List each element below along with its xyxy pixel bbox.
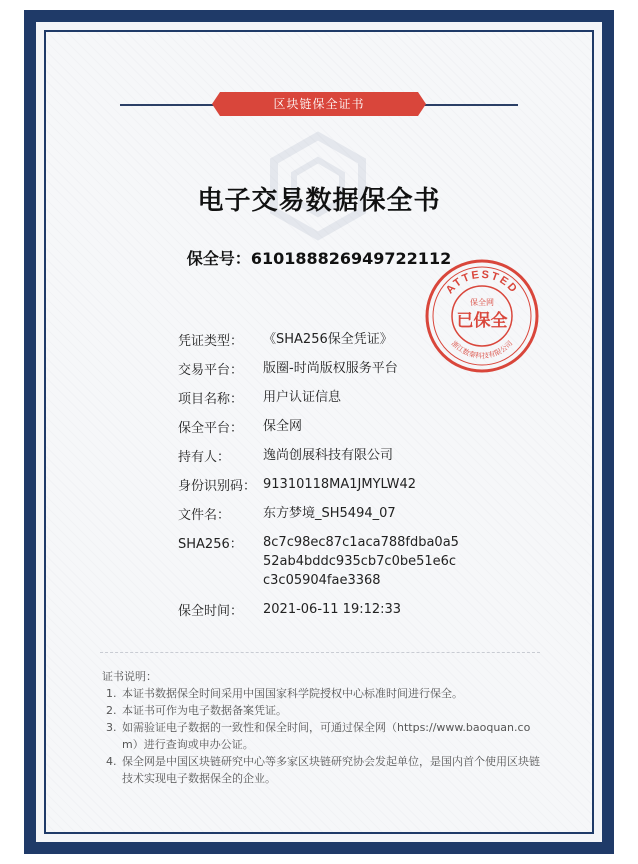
field-row (178, 417, 302, 436)
sha256-value (263, 533, 459, 590)
notes-title: 证书说明： (102, 670, 157, 683)
note-number: 3. (106, 721, 117, 734)
field-value: 91310118MA1JMYLW42 (263, 477, 416, 492)
field-value: 东方梦境_SH5494_07 (263, 506, 396, 521)
sha256-line: 52ab4bddc935cb7c0be51e6c (263, 554, 457, 569)
note-text: 如需验证电子数据的一致性和保全时间，可通过保全网（https://www.baoquan.com）进行查询或申办公证。 (122, 721, 531, 751)
ribbon-label: 区块链保全证书 (273, 97, 365, 111)
sha256-line: 8c7c98ec87c1aca788fdba0a5 (263, 535, 459, 550)
field-value: 用户认证信息 (263, 390, 342, 405)
svg-text:ATTESTED (444, 269, 520, 296)
seal-small-text: 保全网 (470, 298, 494, 307)
note-text: 本证书可作为电子数据备案凭证。 (122, 704, 287, 717)
notes-divider (100, 652, 540, 653)
field-label: 交易平台： (178, 363, 244, 378)
seal-top-text: ATTESTED (443, 268, 521, 297)
field-label: 持有人： (178, 450, 231, 465)
note-number: 1. (106, 687, 117, 700)
field-row (178, 504, 396, 523)
note-item (102, 685, 542, 702)
field-label: 文件名： (178, 508, 231, 523)
field-label: 保全平台： (178, 421, 244, 436)
note-text: 本证书数据保全时间采用中国国家科学院授权中心标准时间进行保全。 (122, 687, 463, 700)
note-number: 2. (106, 704, 117, 717)
field-value: 《SHA256保全凭证》 (263, 332, 393, 347)
note-item (102, 719, 542, 753)
seal-bottom-text: 浙江数秦科技有限公司 (449, 339, 515, 361)
seal-main-text: 已保全 (456, 311, 508, 331)
field-row (178, 446, 393, 465)
document-title: 电子交易数据保全书 (197, 186, 441, 216)
note-number: 4. (106, 755, 117, 768)
header-ribbon (220, 92, 418, 116)
field-row (178, 388, 341, 407)
field-row-sha256 (178, 533, 459, 590)
header-line-left (120, 104, 220, 106)
field-label: 项目名称： (178, 392, 244, 407)
field-label: 凭证类型： (178, 334, 244, 349)
certificate-notes (102, 668, 542, 787)
svg-text:浙江数秦科技有限公司 (450, 339, 515, 360)
field-row (178, 359, 398, 378)
note-item (102, 753, 542, 787)
attested-seal (424, 258, 540, 374)
field-row (178, 330, 393, 349)
field-label: SHA256： (178, 537, 243, 552)
field-value: 逸尚创展科技有限公司 (263, 448, 394, 463)
sha256-line: c3c05904fae3368 (263, 573, 381, 588)
certificate-number-label: 保全号： (186, 249, 251, 268)
header-line-right (418, 104, 518, 106)
field-row (178, 475, 416, 494)
field-value: 保全网 (263, 419, 303, 434)
note-item (102, 702, 542, 719)
field-value: 版圈-时尚版权服务平台 (263, 361, 398, 376)
field-value: 2021-06-11 19:12:33 (263, 602, 402, 617)
note-text: 保全网是中国区块链研究中心等多家区块链研究协会发起单位，是国内首个使用区块链技术实现电子数据保全的企业。 (122, 755, 540, 785)
field-label: 保全时间： (178, 604, 244, 619)
field-row (178, 600, 401, 619)
field-label: 身份识别码： (178, 479, 257, 494)
certificate-number-value: 610188826949722112 (250, 249, 452, 268)
certificate-number (0, 246, 638, 269)
